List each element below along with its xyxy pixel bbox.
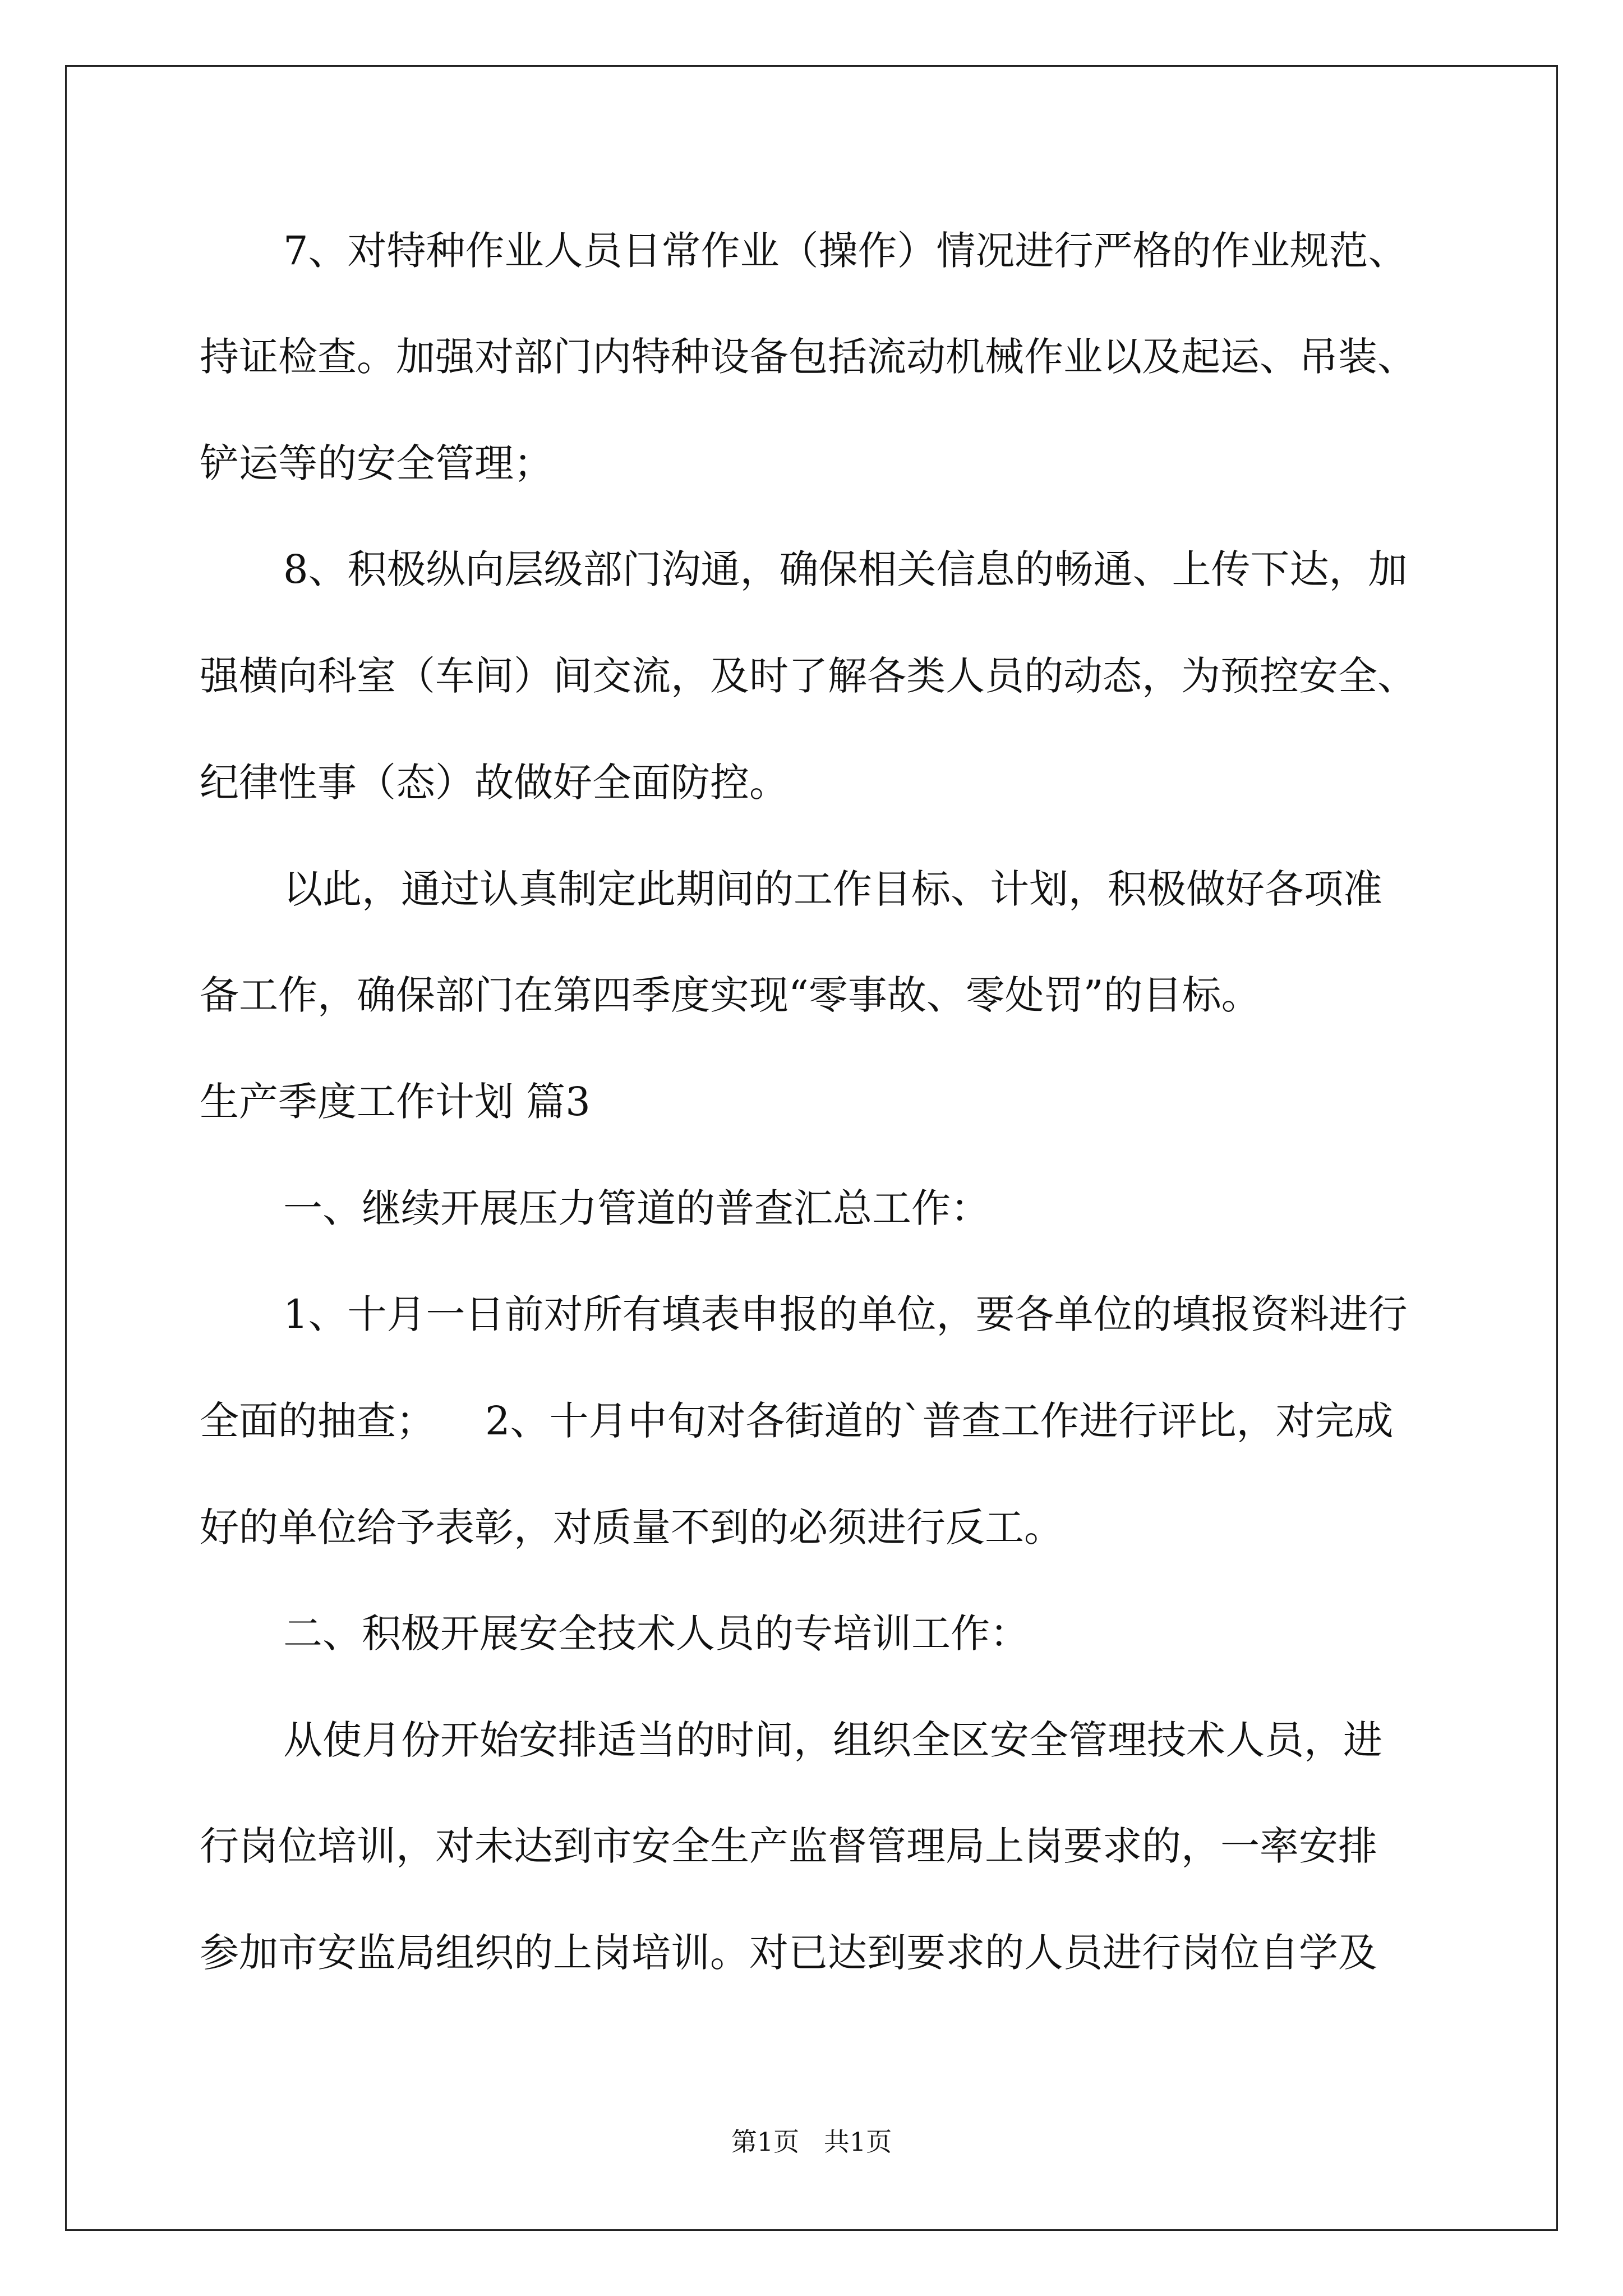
heading-1: 一、继续开展压力管道的普查汇总工作： <box>283 1185 990 1231</box>
training-line-1: 从使月份开始安排适当的时间，组织全区安全管理技术人员，进 <box>283 1717 1382 1763</box>
paragraph-8-line-1: 8、积极纵向层级部门沟通，确保相关信息的畅通、上传下达，加 <box>283 546 1408 592</box>
page-footer: 第1页 共1页 <box>731 2127 892 2157</box>
paragraph-1-line-2: 全面的抽查； 2、十月中旬对各街道的`普查工作进行评比，对完成 <box>200 1398 1394 1444</box>
paragraph-7-line-2: 持证检查。加强对部门内特种设备包括流动机械作业以及起运、吊装、 <box>200 334 1417 380</box>
page-border <box>65 65 1558 2231</box>
paragraph-7-line-3: 铲运等的安全管理； <box>200 440 553 486</box>
paragraph-8-line-3: 纪律性事（态）故做好全面防控。 <box>200 760 789 806</box>
heading-2: 二、积极开展安全技术人员的专培训工作： <box>283 1611 1029 1657</box>
training-line-3: 参加市安监局组织的上岗培训。对已达到要求的人员进行岗位自学及 <box>200 1930 1377 1976</box>
paragraph-8-line-2: 强横向科室（车间）间交流，及时了解各类人员的动态，为预控安全、 <box>200 653 1417 699</box>
paragraph-1-line-1: 1、十月一日前对所有填表申报的单位，要各单位的填报资料进行 <box>283 1291 1408 1337</box>
paragraph-1-line-3: 好的单位给予表彰，对质量不到的必须进行反工。 <box>200 1504 1063 1550</box>
training-line-2: 行岗位培训，对未达到市安全生产监督管理局上岗要求的，一率安排 <box>200 1823 1377 1869</box>
summary-line-2: 备工作，确保部门在第四季度实现“零事故、零处罚”的目标。 <box>200 972 1261 1018</box>
summary-line-1: 以此，通过认真制定此期间的工作目标、计划，积极做好各项准 <box>283 866 1382 912</box>
section-title: 生产季度工作计划 篇3 <box>200 1079 591 1125</box>
paragraph-7-line-1: 7、对特种作业人员日常作业（操作）情况进行严格的作业规范、 <box>283 228 1408 274</box>
